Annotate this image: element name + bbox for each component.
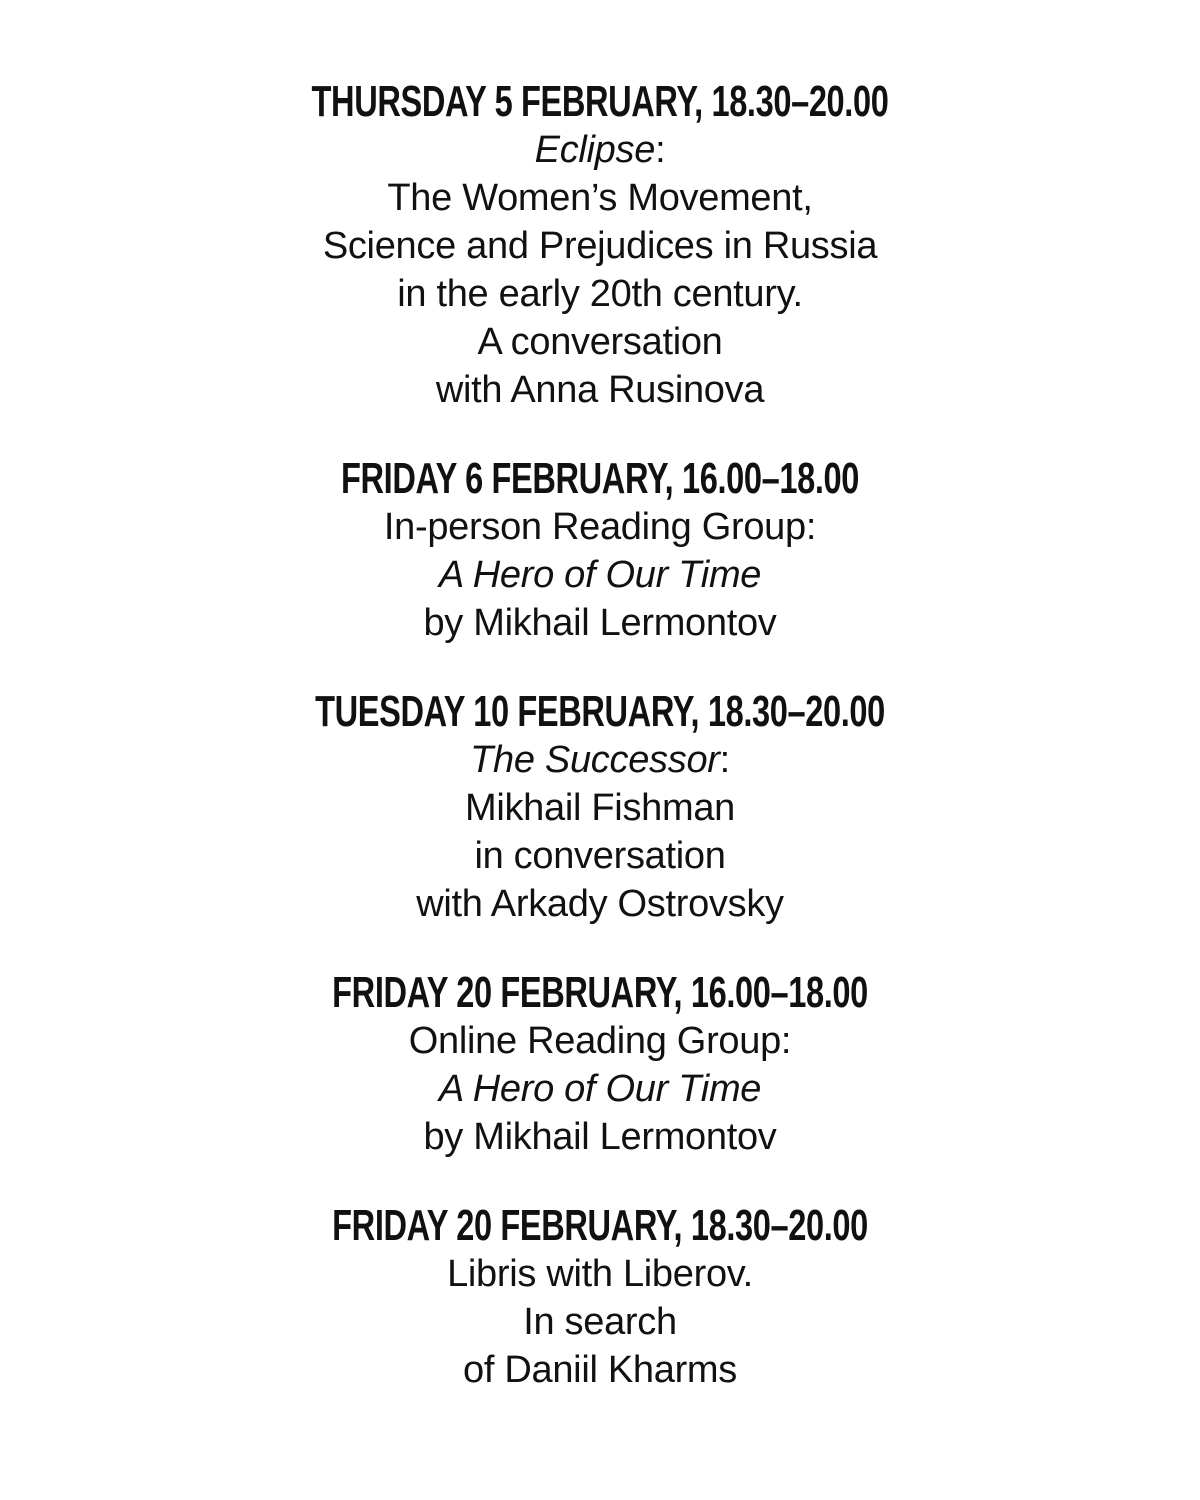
event-date-heading: FRIDAY 20 FEBRUARY, 18.30–20.00 [332,1201,868,1250]
event-title [0,126,1200,174]
event-date-heading: TUESDAY 10 FEBRUARY, 18.30–20.00 [315,687,885,736]
event-description-line: of Daniil Kharms [463,1349,737,1391]
event-title-italic: The Successor [470,739,720,781]
event-intro: In-person Reading Group: [383,506,817,548]
event-item [0,78,1200,414]
event-date-heading: FRIDAY 20 FEBRUARY, 16.00–18.00 [332,968,868,1017]
event-item [0,969,1200,1161]
event-date-heading: FRIDAY 6 FEBRUARY, 16.00–18.00 [341,454,859,503]
event-description-line: Libris with Liberov. [447,1253,753,1295]
event-description-line: The Women’s Movement, [387,177,813,219]
event-title-suffix: : [719,739,730,781]
event-date-heading: THURSDAY 5 FEBRUARY, 18.30–20.00 [311,77,889,126]
event-title-italic: Eclipse [534,129,656,171]
event-description-line: in conversation [474,835,726,877]
event-book-title: A Hero of Our Time [438,554,762,596]
event-description-line: Mikhail Fishman [464,787,736,829]
event-description-line: with Anna Rusinova [435,369,765,411]
event-description-line: in the early 20th century. [397,273,803,315]
event-item [0,1202,1200,1394]
event-description-line: In search [523,1301,677,1343]
event-item [0,688,1200,928]
event-description-line: with Arkady Ostrovsky [416,883,784,925]
event-description-line: Science and Prejudices in Russia [322,225,878,267]
event-author: by Mikhail Lermontov [423,602,777,644]
event-description-line: A conversation [477,321,723,363]
event-title [0,736,1200,784]
event-book-title: A Hero of Our Time [438,1068,762,1110]
event-title-suffix: : [655,129,666,171]
event-intro: Online Reading Group: [408,1020,792,1062]
event-item [0,455,1200,647]
event-author: by Mikhail Lermontov [423,1116,777,1158]
